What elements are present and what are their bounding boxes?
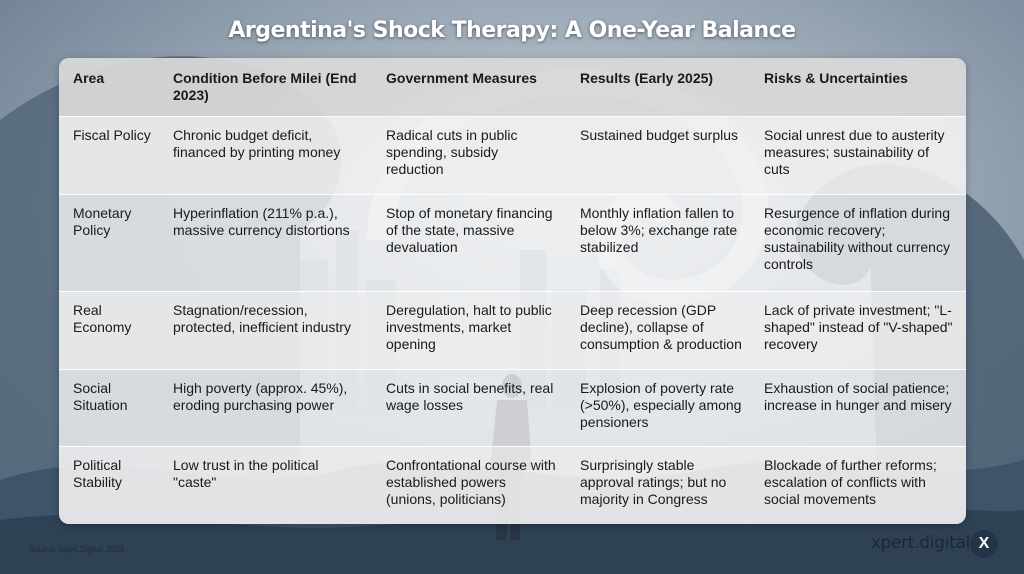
table-cell: High poverty (approx. 45%), eroding purchasing power	[159, 369, 372, 447]
column-header-government-measures: Government Measures	[372, 58, 566, 117]
table-row	[59, 447, 966, 524]
brand-logo-text: xpert.digital	[870, 533, 970, 553]
table-cell: Political Stability	[59, 447, 159, 524]
table-row	[59, 117, 966, 195]
table-cell: Fiscal Policy	[59, 117, 159, 195]
table-cell: Explosion of poverty rate (>50%), especially among pensioners	[566, 369, 750, 447]
brand-logo-icon: X	[970, 530, 998, 558]
table-cell: Deregulation, halt to public investments, market opening	[372, 291, 566, 369]
table-cell: Resurgence of inflation during economic recovery; sustainability without currency controls	[750, 194, 966, 291]
table-cell: Confrontational course with established powers (unions, politicians)	[372, 447, 566, 524]
table-cell: Real Economy	[59, 291, 159, 369]
table-cell: Low trust in the political "caste"	[159, 447, 372, 524]
column-header-results: Results (Early 2025)	[566, 58, 750, 117]
table-cell: Cuts in social benefits, real wage losses	[372, 369, 566, 447]
table-cell: Exhaustion of social patience; increase in hunger and misery	[750, 369, 966, 447]
column-header-condition-before: Condition Before Milei (End 2023)	[159, 58, 372, 117]
table-cell: Sustained budget surplus	[566, 117, 750, 195]
source-note: Source: Xpert.Digital, 2025	[29, 545, 125, 554]
table-cell: Deep recession (GDP decline), collapse of consumption & production	[566, 291, 750, 369]
table-cell: Hyperinflation (211% p.a.), massive currency distortions	[159, 194, 372, 291]
table-cell: Monthly inflation fallen to below 3%; exchange rate stabilized	[566, 194, 750, 291]
table-row	[59, 369, 966, 447]
table-cell: Surprisingly stable approval ratings; but no majority in Congress	[566, 447, 750, 524]
column-header-risks: Risks & Uncertainties	[750, 58, 966, 117]
table-cell: Radical cuts in public spending, subsidy reduction	[372, 117, 566, 195]
table-cell: Lack of private investment; "L-shaped" instead of "V-shaped" recovery	[750, 291, 966, 369]
table-cell: Blockade of further reforms; escalation of conflicts with social movements	[750, 447, 966, 524]
table-cell: Chronic budget deficit, financed by printing money	[159, 117, 372, 195]
column-header-area: Area	[59, 58, 159, 117]
table-cell: Social unrest due to austerity measures; sustainability of cuts	[750, 117, 966, 195]
table-header-row	[59, 58, 966, 117]
table-cell: Stagnation/recession, protected, inefficient industry	[159, 291, 372, 369]
table-cell: Stop of monetary financing of the state, massive devaluation	[372, 194, 566, 291]
table-cell: Monetary Policy	[59, 194, 159, 291]
table-row	[59, 291, 966, 369]
page-title: Argentina's Shock Therapy: A One-Year Balance	[228, 18, 796, 43]
table-cell: Social Situation	[59, 369, 159, 447]
table-row	[59, 194, 966, 291]
comparison-table	[59, 58, 966, 524]
